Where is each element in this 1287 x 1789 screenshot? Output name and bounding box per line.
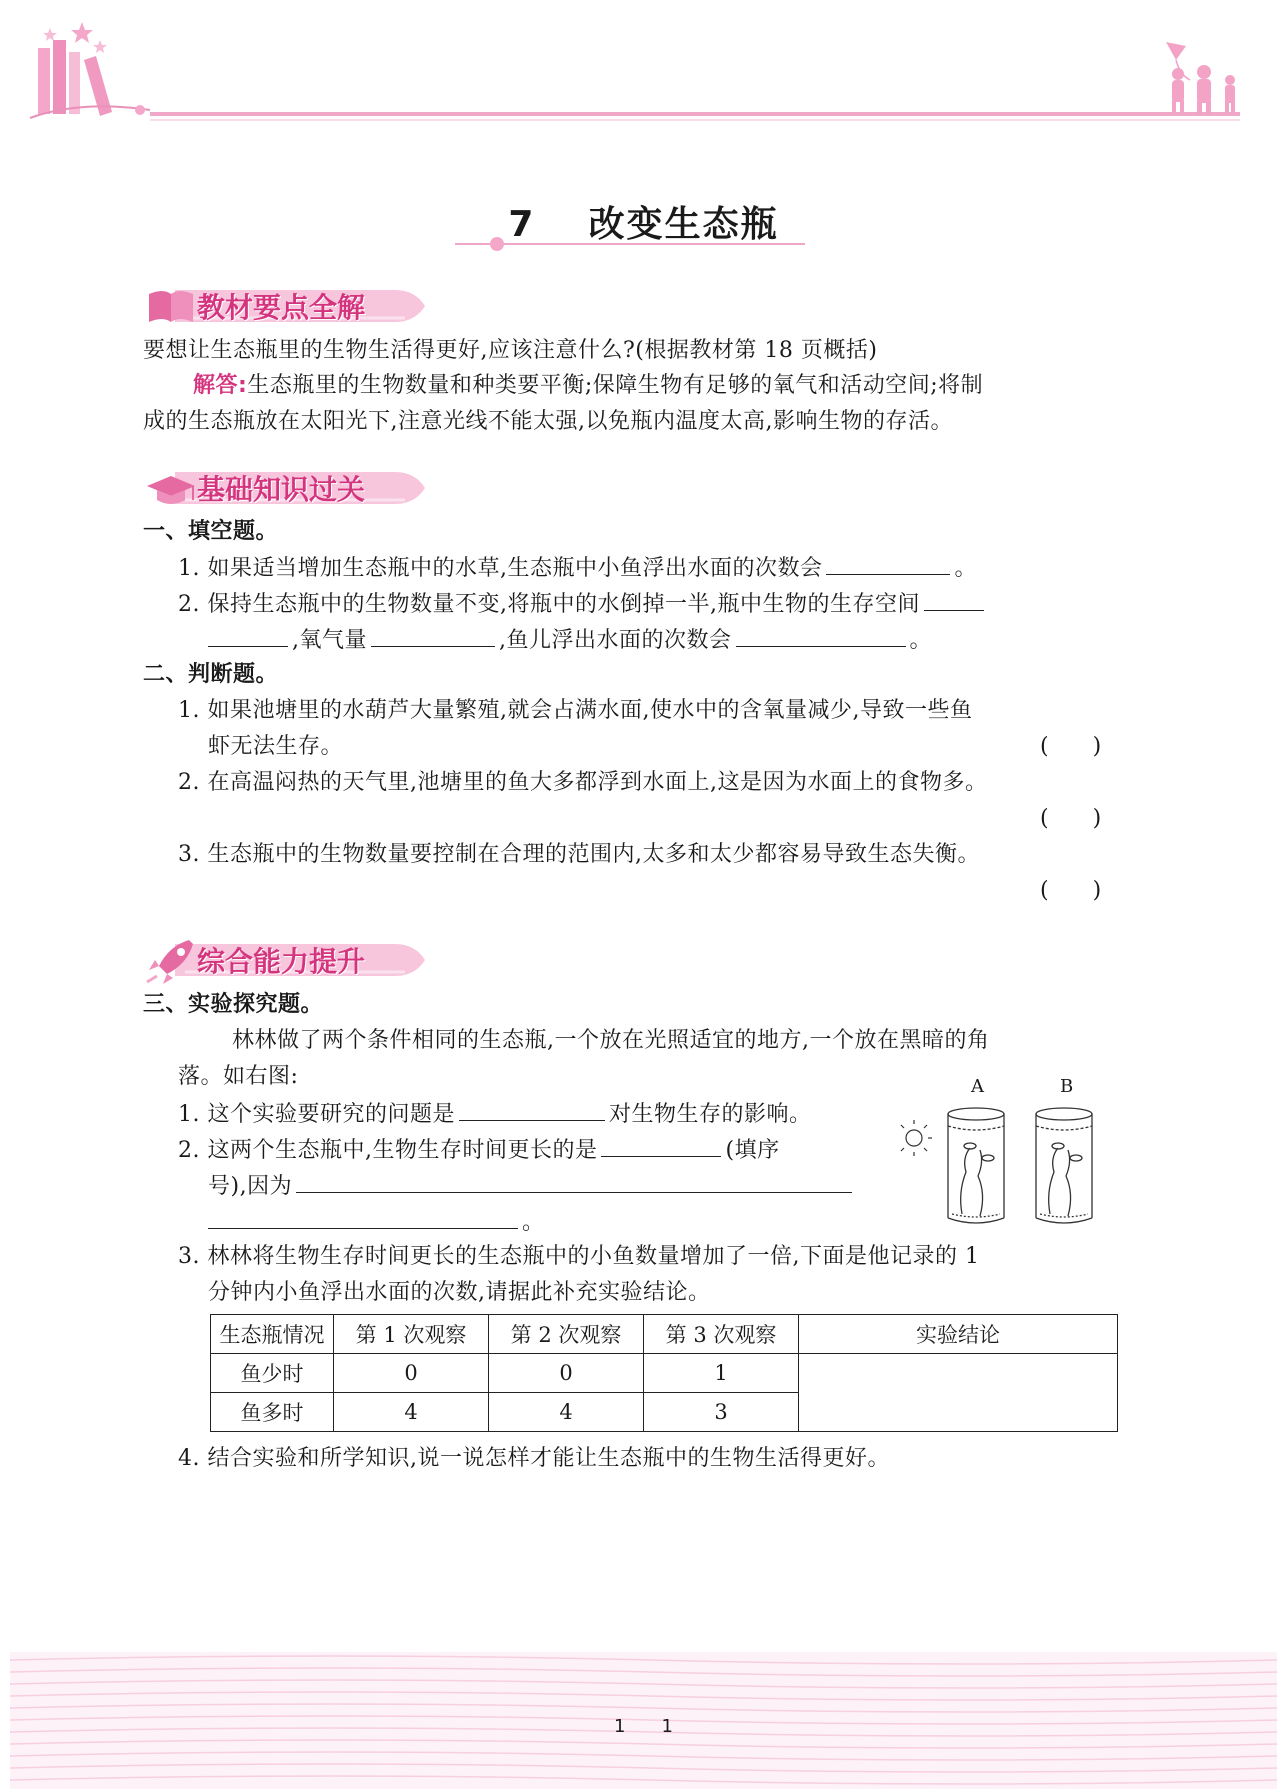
section-banner-ability	[145, 936, 415, 980]
observation-table	[210, 1314, 1118, 1432]
table-header-cell: 第 1 次观察	[334, 1315, 489, 1354]
fill-q2-end: 。	[909, 628, 933, 653]
exp-q1-end: 对生物生存的影响。	[608, 1102, 812, 1127]
conclusion-answer-cell[interactable]	[799, 1354, 1118, 1432]
table-header-cell: 生态瓶情况	[211, 1315, 334, 1354]
table-row-label: 鱼少时	[211, 1354, 334, 1393]
exp-q2-blank-answer[interactable]	[601, 1134, 721, 1157]
textbook-answer-line2: 成的生态瓶放在太阳光下,注意光线不能太强,以免瓶内温度太高,影响生物的存活。	[143, 409, 953, 434]
exp-q2-line3	[208, 1206, 545, 1238]
table-row	[211, 1354, 1118, 1393]
part1-heading: 一、填空题。	[143, 519, 279, 544]
book-icon	[149, 291, 193, 322]
exp-q2-hint: (填序	[725, 1138, 780, 1163]
judge-q1-line2: 虾无法生存。	[208, 734, 344, 759]
fill-q2-blank-space-a[interactable]	[924, 588, 984, 611]
table-header-cell: 实验结论	[799, 1315, 1118, 1354]
figure-label-a: A	[971, 1076, 984, 1097]
fill-q1	[178, 552, 977, 584]
exp-q1-blank[interactable]	[459, 1098, 605, 1121]
fill-q2-oxygen-text: ,氧气量	[292, 628, 367, 653]
table-cell: 0	[334, 1354, 489, 1393]
figure-eco-bottles	[900, 1076, 1100, 1236]
fill-q2-fish-text: ,鱼儿浮出水面的次数会	[499, 628, 732, 653]
answer-text-1: 生态瓶里的生物数量和种类要平衡;保障生物有足够的氧气和活动空间;将制	[247, 373, 984, 398]
books-icon	[30, 22, 150, 118]
exp-intro-line2: 落。如右图:	[178, 1064, 299, 1089]
title-text: 改变生态瓶	[588, 204, 779, 245]
fill-q1-end: 。	[954, 556, 977, 581]
figure-label-b: B	[1060, 1076, 1074, 1097]
fill-q2-text: 2. 保持生态瓶中的生物数量不变,将瓶中的水倒掉一半,瓶中生物的生存空间	[178, 592, 920, 617]
exp-q1-text: 1. 这个实验要研究的问题是	[178, 1102, 455, 1127]
section-title-basics: 基础知识过关	[197, 473, 366, 506]
table-header-cell: 第 3 次观察	[644, 1315, 799, 1354]
exp-q2-blank-reason-b[interactable]	[208, 1206, 518, 1229]
page-number: 1 1	[614, 1716, 673, 1737]
exp-q2-blank-reason-a[interactable]	[296, 1170, 852, 1193]
textbook-question: 要想让生态瓶里的生物生活得更好,应该注意什么?(根据教材第 18 页概括)	[143, 338, 878, 363]
fill-q2-blank-fish[interactable]	[736, 624, 906, 647]
fill-q2-line1	[178, 588, 988, 620]
exp-q3-line2: 分钟内小鱼浮出水面的次数,请据此补充实验结论。	[208, 1280, 711, 1305]
section-title-ability: 综合能力提升	[197, 945, 366, 978]
exp-q2-end: 。	[522, 1210, 545, 1235]
bottle-b-icon	[1036, 1108, 1092, 1223]
table-header-row	[211, 1315, 1118, 1354]
exp-q1	[178, 1098, 812, 1130]
exp-q4: 4. 结合实验和所学知识,说一说怎样才能让生态瓶中的生物生活得更好。	[178, 1446, 890, 1471]
exp-q2-text: 2. 这两个生态瓶中,生物生存时间更长的是	[178, 1138, 598, 1163]
bottle-a-icon	[948, 1108, 1004, 1223]
children-kite-icon	[1166, 42, 1235, 115]
exp-q2-because: 号),因为	[208, 1174, 293, 1199]
judge-q1-paren[interactable]: ( )	[1040, 734, 1102, 759]
answer-label: 解答:	[193, 373, 248, 398]
table-cell: 0	[489, 1354, 644, 1393]
table-cell: 3	[644, 1393, 799, 1432]
sun-icon	[900, 1120, 932, 1156]
table-cell: 4	[334, 1393, 489, 1432]
textbook-answer-line1	[193, 371, 983, 401]
part3-heading: 三、实验探究题。	[143, 992, 324, 1017]
judge-q2-paren[interactable]: ( )	[1040, 806, 1102, 831]
exp-intro-line1: 林林做了两个条件相同的生态瓶,一个放在光照适宜的地方,一个放在黑暗的角	[232, 1028, 990, 1053]
fill-q2-blank-oxygen[interactable]	[371, 624, 495, 647]
section-title-textbook: 教材要点全解	[197, 291, 366, 324]
table-cell: 1	[644, 1354, 799, 1393]
fill-q2-line2	[208, 624, 932, 656]
fill-q1-blank[interactable]	[826, 552, 950, 575]
table-row-label: 鱼多时	[211, 1393, 334, 1432]
section-banner-textbook	[145, 282, 415, 326]
judge-q3-line1: 3. 生态瓶中的生物数量要控制在合理的范围内,太多和太少都容易导致生态失衡。	[178, 842, 980, 867]
judge-q3-paren[interactable]: ( )	[1040, 878, 1102, 903]
exp-q3-line1: 3. 林林将生物生存时间更长的生态瓶中的小鱼数量增加了一倍,下面是他记录的 1	[178, 1244, 980, 1269]
header-decoration	[0, 0, 1287, 140]
exp-q2-line2	[208, 1170, 856, 1202]
section-banner-basics	[145, 464, 415, 508]
table-header-cell: 第 2 次观察	[489, 1315, 644, 1354]
fill-q2-blank-space-b[interactable]	[208, 624, 288, 647]
title-number: 7	[508, 204, 536, 245]
table-cell: 4	[489, 1393, 644, 1432]
part2-heading: 二、判断题。	[143, 662, 279, 687]
title-underline	[455, 236, 805, 252]
exp-q2-line1	[178, 1134, 780, 1166]
judge-q1-line1: 1. 如果池塘里的水葫芦大量繁殖,就会占满水面,使水中的含氧量减少,导致一些鱼	[178, 698, 973, 723]
judge-q2-line1: 2. 在高温闷热的天气里,池塘里的鱼大多都浮到水面上,这是因为水面上的食物多。	[178, 770, 988, 795]
fill-q1-text: 1. 如果适当增加生态瓶中的水草,生态瓶中小鱼浮出水面的次数会	[178, 556, 823, 581]
